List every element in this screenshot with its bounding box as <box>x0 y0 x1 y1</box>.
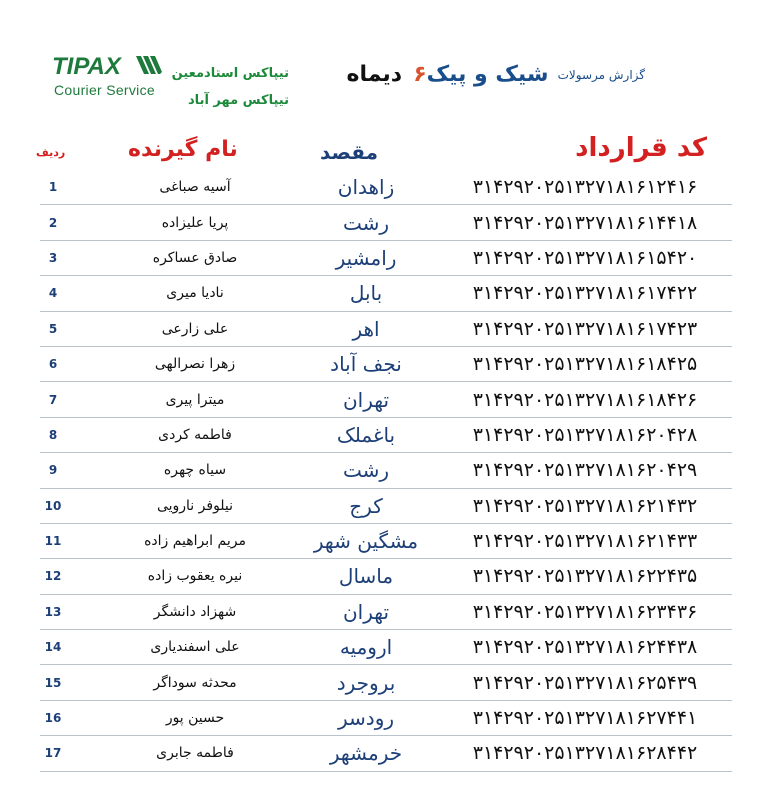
logo-brand: TIPAX <box>52 53 121 80</box>
recipient-name-cell: مریم ابراهیم زاده <box>144 533 246 550</box>
header-row-number: ردیف <box>36 146 66 159</box>
recipient-name-cell: میترا پیری <box>165 391 225 408</box>
contract-code-cell: ۳۱۴۲۹۲۰۲۵۱۳۲۷۱۸۱۶۲۰۴۲۸ <box>472 423 698 446</box>
recipient-name-cell: علی اسفندیاری <box>150 639 240 656</box>
table-row <box>40 205 732 240</box>
destination-cell: خرمشهر <box>329 741 403 766</box>
recipient-name-cell: پریا علیزاده <box>161 214 229 231</box>
contract-code-cell: ۳۱۴۲۹۲۰۲۵۱۳۲۷۱۸۱۶۲۷۴۴۱ <box>472 707 698 730</box>
recipient-name-cell: نیلوفر نارویی <box>156 497 234 514</box>
contract-code-cell: ۳۱۴۲۹۲۰۲۵۱۳۲۷۱۸۱۶۲۰۴۲۹ <box>472 459 698 482</box>
recipient-name-cell: نیره یعقوب زاده <box>147 568 243 585</box>
recipient-name-cell: فاطمه کردی <box>158 426 232 443</box>
row-number-cell: 6 <box>48 357 58 372</box>
contract-code-cell: ۳۱۴۲۹۲۰۲۵۱۳۲۷۱۸۱۶۱۴۴۱۸ <box>472 211 698 234</box>
recipient-name-cell: حسین پور <box>165 710 225 727</box>
recipient-name-cell: سیاه چهره <box>163 462 227 479</box>
destination-cell: رودسر <box>338 706 395 731</box>
contract-code-cell: ۳۱۴۲۹۲۰۲۵۱۳۲۷۱۸۱۶۱۸۴۲۶ <box>472 388 698 411</box>
branch-name-2: تیپاکس مهر آباد <box>188 93 289 108</box>
destination-cell: اهر <box>352 316 380 341</box>
header-destination: مقصد <box>320 140 379 164</box>
contract-code-cell: ۳۱۴۲۹۲۰۲۵۱۳۲۷۱۸۱۶۲۱۴۳۲ <box>472 494 698 517</box>
recipient-name-cell: محدثه سوداگر <box>153 674 237 691</box>
recipient-name-cell: آسیه صباغی <box>159 179 231 196</box>
contract-code-cell: ۳۱۴۲۹۲۰۲۵۱۳۲۷۱۸۱۶۲۱۴۳۳ <box>472 530 698 553</box>
contract-code-cell: ۳۱۴۲۹۲۰۲۵۱۳۲۷۱۸۱۶۲۵۴۳۹ <box>472 671 698 694</box>
row-number-cell: 3 <box>48 250 58 265</box>
recipient-name-cell: فاطمه جابری <box>156 745 234 762</box>
row-number-cell: 13 <box>44 604 62 619</box>
row-number-cell: 11 <box>44 534 62 549</box>
table-row <box>40 453 732 488</box>
table-row <box>40 524 732 559</box>
tipax-logo <box>50 52 162 102</box>
destination-cell: ارومیه <box>339 635 393 660</box>
destination-cell: زاهدان <box>337 175 395 200</box>
contract-code-cell: ۳۱۴۲۹۲۰۲۵۱۳۲۷۱۸۱۶۲۸۴۴۲ <box>472 742 698 765</box>
contract-code-cell: ۳۱۴۲۹۲۰۲۵۱۳۲۷۱۸۱۶۲۲۴۳۵ <box>472 565 698 588</box>
logo-subtitle: Courier Service <box>54 82 155 98</box>
destination-cell: بابل <box>349 281 383 306</box>
destination-cell: کرج <box>349 493 383 518</box>
contract-code-cell: ۳۱۴۲۹۲۰۲۵۱۳۲۷۱۸۱۶۱۲۴۱۶ <box>472 176 698 199</box>
row-number-cell: 16 <box>44 711 62 726</box>
recipient-name-cell: شهزاد دانشگر <box>153 603 237 620</box>
row-number-cell: 17 <box>44 746 62 761</box>
row-number-cell: 10 <box>44 498 62 513</box>
report-main: شیک و پیک <box>426 62 549 87</box>
table-row <box>40 559 732 594</box>
report-month: دیماه <box>346 62 403 87</box>
destination-cell: تهران <box>342 387 390 412</box>
table-row <box>40 382 732 417</box>
table-row <box>40 312 732 347</box>
destination-cell: نجف آباد <box>330 352 402 377</box>
report-title <box>347 62 645 87</box>
contract-code-cell: ۳۱۴۲۹۲۰۲۵۱۳۲۷۱۸۱۶۱۷۴۲۲ <box>472 282 698 305</box>
tipax-logo-mark <box>50 52 162 80</box>
table-row <box>40 595 732 630</box>
contract-code-cell: ۳۱۴۲۹۲۰۲۵۱۳۲۷۱۸۱۶۱۵۴۲۰ <box>472 246 698 269</box>
report-prefix: گزارش مرسولات <box>557 67 645 82</box>
report-number: ۶ <box>413 62 427 87</box>
recipient-name-cell: علی زارعی <box>161 320 229 337</box>
recipient-name-cell: زهرا نصرالهی <box>154 356 236 373</box>
row-number-cell: 14 <box>44 640 62 655</box>
destination-cell: رشت <box>342 210 390 235</box>
table-row <box>40 736 732 771</box>
table-row <box>40 489 732 524</box>
destination-cell: بروجرد <box>336 670 396 695</box>
header-contract-code: کد قرارداد <box>575 133 707 163</box>
destination-cell: رامشیر <box>335 245 397 270</box>
destination-cell: مشگین شهر <box>313 529 419 554</box>
table-row <box>40 701 732 736</box>
row-number-cell: 8 <box>48 427 58 442</box>
contract-code-cell: ۳۱۴۲۹۲۰۲۵۱۳۲۷۱۸۱۶۱۷۴۲۳ <box>472 317 698 340</box>
destination-cell: تهران <box>342 599 390 624</box>
row-number-cell: 2 <box>48 215 58 230</box>
table-row <box>40 170 732 205</box>
table-row <box>40 418 732 453</box>
table-row <box>40 241 732 276</box>
row-number-cell: 1 <box>48 180 58 195</box>
table-row <box>40 347 732 382</box>
recipient-name-cell: نادیا میری <box>166 285 224 302</box>
contract-code-cell: ۳۱۴۲۹۲۰۲۵۱۳۲۷۱۸۱۶۲۳۴۳۶ <box>472 600 698 623</box>
table-row <box>40 630 732 665</box>
table-row <box>40 665 732 700</box>
row-number-cell: 12 <box>44 569 62 584</box>
contract-code-cell: ۳۱۴۲۹۲۰۲۵۱۳۲۷۱۸۱۶۱۸۴۲۵ <box>472 353 698 376</box>
shipments-table <box>40 170 732 772</box>
contract-code-cell: ۳۱۴۲۹۲۰۲۵۱۳۲۷۱۸۱۶۲۴۴۳۸ <box>472 636 698 659</box>
destination-cell: رشت <box>342 458 390 483</box>
row-number-cell: 4 <box>48 286 58 301</box>
row-number-cell: 15 <box>44 675 62 690</box>
destination-cell: ماسال <box>338 564 394 589</box>
recipient-name-cell: صادق عساکره <box>152 249 238 266</box>
row-number-cell: 7 <box>48 392 58 407</box>
destination-cell: باغملک <box>336 422 396 447</box>
row-number-cell: 9 <box>48 463 58 478</box>
table-row <box>40 276 732 311</box>
header-recipient: نام گیرنده <box>128 137 238 162</box>
branch-name-1: تیپاکس استادمعین <box>171 66 289 81</box>
row-number-cell: 5 <box>48 321 58 336</box>
